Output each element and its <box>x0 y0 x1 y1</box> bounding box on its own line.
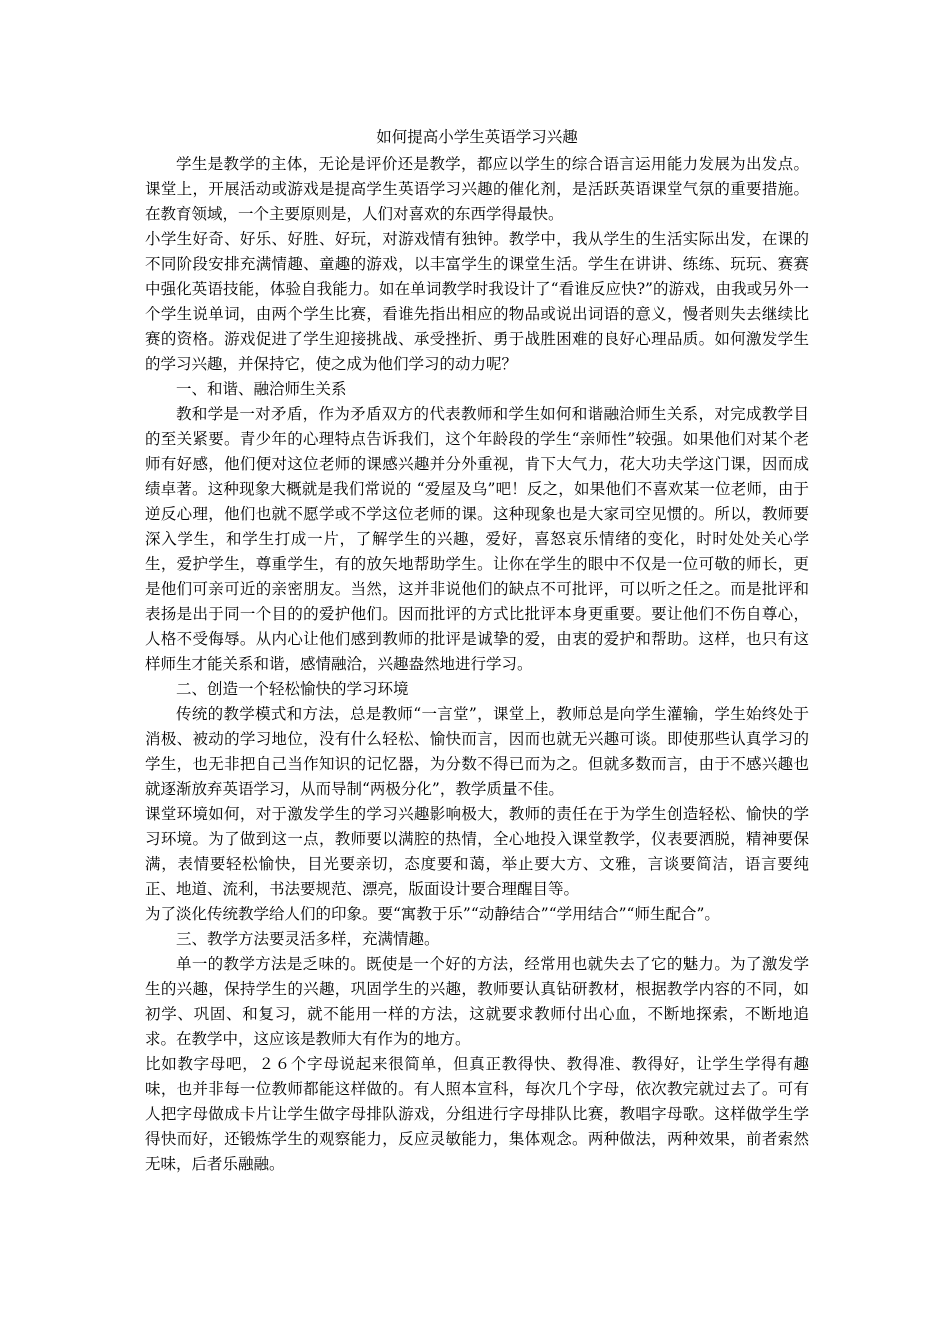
document-title: 如何提高小学生英语学习兴趣 <box>376 128 578 146</box>
section-heading-1: 一、和谐、融洽师生关系 <box>176 380 347 398</box>
paragraph-environment: 课堂环境如何，对于激发学生的学习兴趣影响极大，教师的责任在于为学生创造轻松、愉快的学习环境。为了做到这一点，教师要以满腔的热情，全心地投入课堂教学，仪表要洒脱，精神要保满，表情要轻松愉快，目光要亲切，态度要和蔼，举止要大方、文雅，言谈要简洁，语言要纯正、地道、流利，书法要规范、漂亮，版面设计要合理醒目等。 <box>145 805 809 898</box>
section-heading-2: 二、创造一个轻松愉快的学习环境 <box>176 680 409 698</box>
paragraph-games: 小学生好奇、好乐、好胜、好玩，对游戏情有独钟。教学中，我从学生的生活实际出发，在课的不同阶段安排充满情趣、童趣的游戏，以丰富学生的课堂生活。学生在讲讲、练练、玩玩、赛赛中强化英语技能，体验自我能力。如在单词教学时我设计了“看谁反应快?”的游戏，由我或另外一个学生说单词，由两个学生比赛，看谁先指出相应的物品或说出词语的意义，慢者则失去继续比赛的资格。游戏促进了学生迎接挑战、承受挫折、勇于战胜困难的良好心理品质。如何激发学生的学习兴趣，并保持它，使之成为他们学习的动力呢？ <box>145 230 809 373</box>
paragraph-intro: 学生是教学的主体，无论是评价还是教学，都应以学生的综合语言运用能力发展为出发点。课堂上，开展活动或游戏是提高学生英语学习兴趣的催化剂，是活跃英语课堂气氛的重要措施。在教育领域，一个主要原则是，人们对喜欢的东西学得最快。 <box>145 155 809 223</box>
paragraph-alphabet: 比如教字母吧，２６个字母说起来很简单，但真正教得快、教得准、教得好，让学生学得有趣味，也并非每一位教师都能这样做的。有人照本宣科，每次几个字母，依次教完就过去了。可有人把字母做成卡片让学生做字母排队游戏，分组进行字母排队比赛，教唱字母歌。这样做学生学得快而好，还锻炼学生的观察能力，反应灵敏能力，集体观念。两种做法，两种效果，前者索然无味，后者乐融融。 <box>145 1055 809 1173</box>
paragraph-relationship: 教和学是一对矛盾，作为矛盾双方的代表教师和学生如何和谐融洽师生关系，对完成教学目的至关紧要。青少年的心理特点告诉我们，这个年龄段的学生“亲师性”较强。如果他们对某个老师有好感，他们便对这位老师的课感兴趣并分外重视，肯下大气力，花大功夫学这门课，因而成绩卓著。这种现象大概就是我们常说的 “爱屋及乌”吧！反之，如果他们不喜欢某一位老师，由于逆反心理，他们也就不愿学或不学这位老师的课。这种现象也是大家司空见惯的。所以，教师要深入学生，和学生打成一片，了解学生的兴趣，爱好，喜怒哀乐情绪的变化，时时处处关心学生，爱护学生，尊重学生，有的放矢地帮助学生。让你在学生的眼中不仅是一位可敬的师长，更是他们可亲可近的亲密朋友。当然，这并非说他们的缺点不可批评，可以听之任之。而是批评和表扬是出于同一个目的的爱护他们。因而批评的方式比批评本身更重要。要让他们不伤自尊心，人格不受侮辱。从内心让他们感到教师的批评是诚挚的爱，由衷的爱护和帮助。这样，也只有这样师生才能关系和谐，感情融洽，兴趣盎然地进行学习。 <box>145 405 809 673</box>
paragraph-methods: 单一的教学方法是乏味的。既使是一个好的方法，经常用也就失去了它的魅力。为了激发学生的兴趣，保持学生的兴趣，巩固学生的兴趣，教师要认真钻研教材，根据教学内容的不同，如初学、巩固、和复习，就不能用一样的方法，这就要求教师付出心血，不断地探索，不断地追求。在教学中，这应该是教师大有作为的地方。 <box>145 955 809 1048</box>
section-heading-3: 三、教学方法要灵活多样，充满情趣。 <box>176 930 440 948</box>
document-body <box>145 125 809 1177</box>
paragraph-fun: 为了淡化传统教学给人们的印象。要“寓教于乐”“动静结合”“学用结合”“师生配合”。 <box>145 905 720 923</box>
paragraph-traditional: 传统的教学模式和方法，总是教师“一言堂”，课堂上，教师总是向学生灌输，学生始终处于消极、被动的学习地位，没有什么轻松、愉快而言，因而也就无兴趣可谈。即使那些认真学习的学生，也无非把自己当作知识的记忆器，为分数不得已而为之。但就多数而言，由于不感兴趣也就逐渐放弃英语学习，从而导制“两极分化”，教学质量不佳。 <box>145 705 809 798</box>
